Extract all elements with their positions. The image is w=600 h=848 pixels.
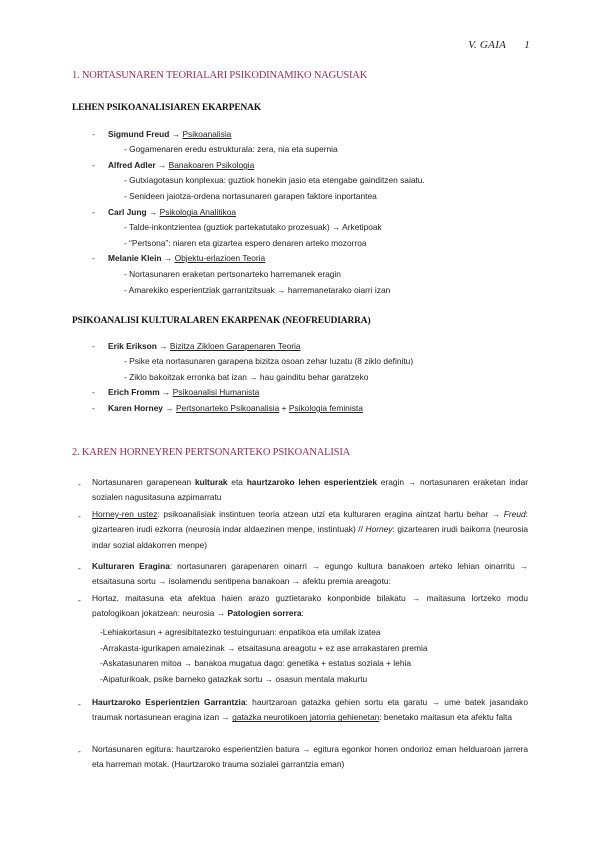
sub-item: - Senideen jaiotza-ordena nortasunaren garapen faktore inportantea [124, 191, 377, 201]
bullet-dash: - [92, 253, 95, 263]
bullet-dash: - [92, 160, 95, 170]
paragraph-culture-childhood: Nortasunaren garapenean kulturak eta haurtzaroko lehen esperientziek eragin → nortasunaren eraketan indar sozialen nagusitasuna azpimarratu [92, 477, 529, 503]
pathology-item: -Askatasunaren mitoa → banakoa mugatua dago: genetika + estatus soziala + lehia [100, 658, 412, 668]
bullet-dash: - [78, 595, 81, 605]
bullet-dash: - [92, 207, 95, 217]
paragraph-personality-structure: Nortasunaren egitura: haurtzaroko esperientzien batura → egitura egonkor honen ondorioz eman helduaroan jarrera eta harreman motak. (Haurtzaroko trauma sozialei garrantzia eman) [92, 744, 528, 770]
page-header [468, 39, 530, 51]
sub-item: - Gutxiagotasun konplexua: guztiok honekin jasio eta etengabe gainditzen saiatu. [124, 175, 425, 185]
section-1-title: 1. NORTASUNAREN TEORIALARI PSIKODINAMIKO NAGUSIAK [72, 70, 368, 81]
paragraph-pathologies: Hortaz, maitasuna eta afektua haien arazo guztietarako konponbide bilakatu → maitasuna lortzeko modu patologikoan jokatzean: neurosia → Patologien sorrera: [92, 593, 528, 619]
bullet-dash: - [92, 387, 95, 397]
paragraph-culture-influence: Kulturaren Eragina: nortasunaren garapenaren oinarri → egungo kultura banakoen arteko lehian oinarritu → etsaitasuna sortu → isolamendu sentipena banakoan → afektu premia areagotu: [92, 561, 528, 587]
pathology-item: -Aipaturikoak, psike barneko gatazkak sortu → osasun mentala makurtu [100, 674, 368, 684]
bullet-dash: - [92, 403, 95, 413]
bullet-dash: - [78, 511, 81, 521]
list-item-freud: Sigmund Freud → Psikoanalisia [108, 129, 232, 139]
sub-item: - Ziklo bakoitzak erronka bat izan → hau gainditu behar garatzeko [124, 372, 369, 382]
bullet-dash: - [78, 563, 81, 573]
list-item-erikson: Erik Erikson → Bizitza Zikloen Garapenaren Teoria [108, 341, 301, 351]
paragraph-horney-view: Horney-ren ustez: psikoanalisiak instintuen teoria atzean utzi eta kulturaren eragina aintzat hartu behar → Freud: gizartearen irudi ezkorra (neurosia indar aldaezinen menpe, instintuak) // Horney: gizartearen irudi baikorra (neurosia indar sozial aldakorren menpe) [92, 509, 528, 550]
list-item-horney: Karen Horney → Pertsonarteko Psikoanalisia + Psikologia feminista [108, 403, 363, 413]
bullet-dash: - [92, 341, 95, 351]
bullet-dash: - [92, 129, 95, 139]
sub-item: - Gogamenaren eredu estrukturala: zera, nia eta supernia [124, 144, 338, 154]
list-item-jung: Carl Jung → Psikologia Analitikoa [108, 207, 237, 217]
sub-item: - Nortasunaren eraketan pertsonarteko harremanek eragin [124, 269, 341, 279]
sub-item: - Psike eta nortasunaren garapena bizitza osoan zehar luzatu (8 ziklo definitu) [124, 356, 414, 366]
page-number: 1 [524, 39, 530, 51]
sub-item: - Amarekiko esperientziak garrantzitsuak → harremanetarako oiarri izan [124, 285, 391, 295]
list-item-fromm: Erich Fromm → Psikoanalisi Humanista [108, 387, 260, 397]
subsection-title: LEHEN PSIKOANALISIAREN EKARPENAK [72, 103, 262, 113]
sub-item: - “Pertsona”: niaren eta gizartea espero denaren arteko mozorroa [124, 238, 367, 248]
subsection-title: PSIKOANALISI KULTURALAREN EKARPENAK (NEOFREUDIARRA) [72, 316, 371, 326]
section-2-title: 2. KAREN HORNEYREN PERTSONARTEKO PSIKOANALISIA [72, 447, 351, 458]
header-title: V. GAIA [468, 39, 507, 51]
pathology-item: -Arrakasta-igurikapen amaiezinak → etsaitasuna areagotu + ez ase arrakastaren premia [100, 643, 428, 653]
bullet-dash: - [78, 479, 81, 489]
paragraph-childhood-experiences: Haurtzaroko Esperientzien Garrantzia: haurtzaroan gatazka gehien sortu eta garatu → ume batek jasandako traumak nortasunean eragina izan → gatazka neurotikoen jatorria gehienetan: benetako maitasun eta afektu falta [92, 697, 528, 723]
sub-item: - Talde-inkontzientea (guztiok partekatutako prozesuak) → Arketipoak [124, 222, 382, 232]
bullet-dash: - [78, 699, 81, 709]
list-item-klein: Melanie Klein → Objektu-erlazioen Teoria [108, 253, 266, 263]
bullet-dash: - [78, 746, 81, 756]
pathology-item: -Lehiakortasun + agresibitatezko testuinguruan: enpatikoa eta umilak izatea [100, 627, 381, 637]
list-item-adler: Alfred Adler → Banakoaren Psikologia [108, 160, 255, 170]
